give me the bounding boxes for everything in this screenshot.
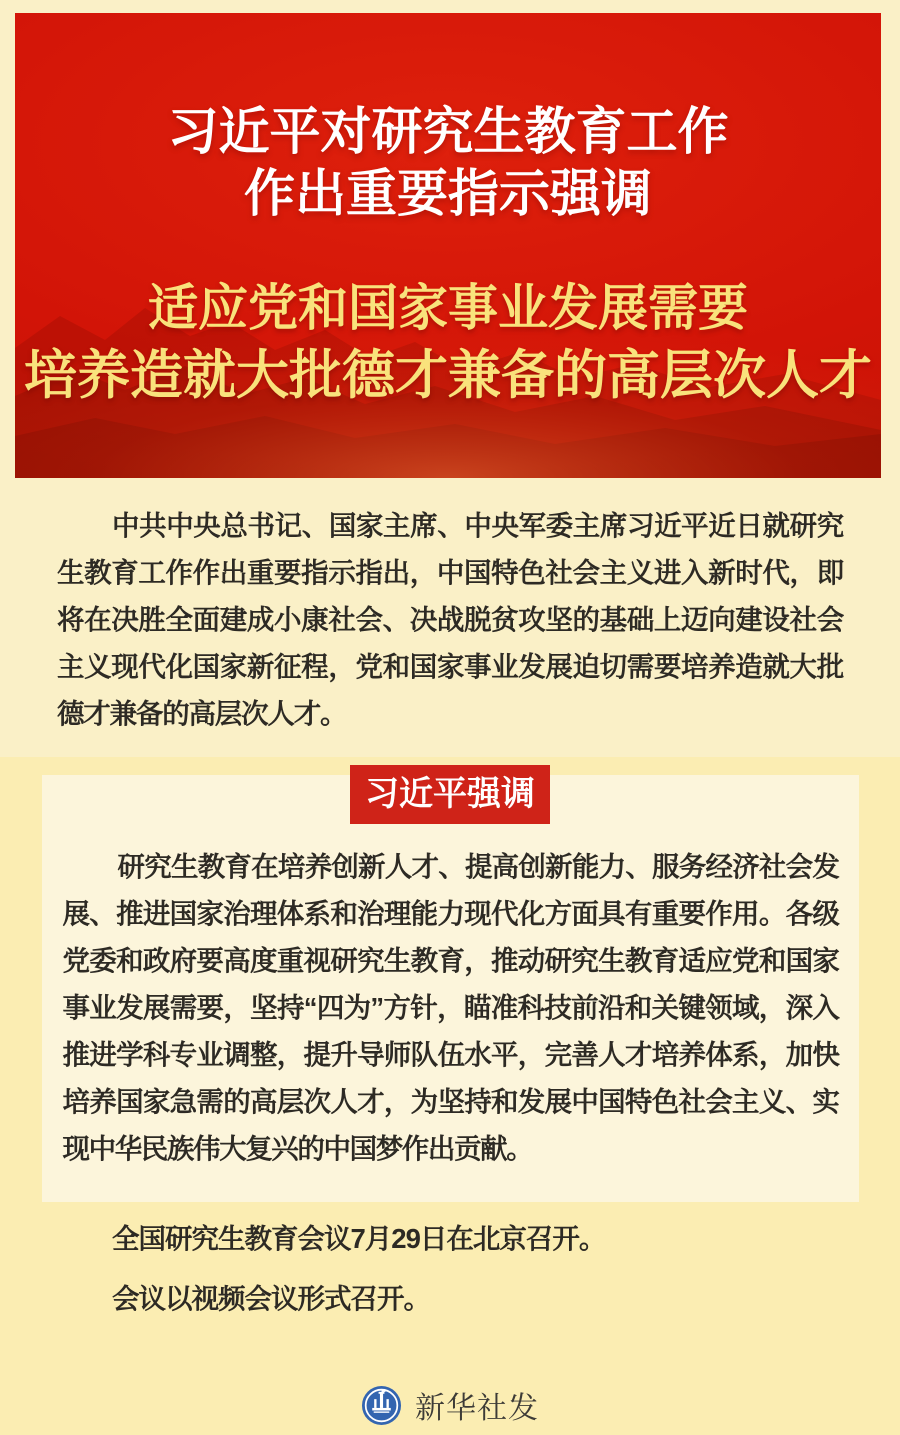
closing-lines (57, 1224, 843, 1314)
intro-paragraph: 中共中央总书记、国家主席、中央军委主席习近平近日就研究生教育工作作出重要指示指出，中国特色社会主义进入新时代，即将在决胜全面建成小康社会、决战脱贫攻坚的基础上迈向建设社会主义现代化国家新征程，党和国家事业发展迫切需要培养造就大批德才兼备的高层次人才。 (57, 510, 843, 729)
main-headline-line-1: 习近平对研究生教育工作 (167, 103, 729, 160)
quote-badge: 习近平强调 (350, 765, 550, 824)
footer-credit-row (0, 1383, 900, 1427)
xinhua-emblem-icon (361, 1385, 402, 1426)
quote-box (42, 775, 859, 1202)
sub-headline-line-2: 培养造就大批德才兼备的高层次人才 (24, 346, 872, 405)
footer-credit-text: 新华社发 (415, 1392, 539, 1425)
closing-line-1: 全国研究生教育会议7月29日在北京召开。 (112, 1223, 606, 1254)
closing-line-2: 会议以视频会议形式召开。 (112, 1283, 430, 1314)
headline-banner (15, 13, 881, 478)
sub-headline-line-1: 适应党和国家事业发展需要 (148, 280, 748, 336)
main-headline-line-2: 作出重要指示强调 (243, 165, 652, 222)
bottom-section (0, 775, 900, 1435)
sub-headline (15, 277, 881, 409)
quote-paragraph: 研究生教育在培养创新人才、提高创新能力、服务经济社会发展、推进国家治理体系和治理能力现代化方面具有重要作用。各级党委和政府要高度重视研究生教育，推动研究生教育适应党和国家事业发展需要，坚持“四为”方针，瞄准科技前沿和关键领域，深入推进学科专业调整，提升导师队伍水平，完善人才培养体系，加快培养国家急需的高层次人才，为坚持和发展中国特色社会主义、实现中华民族伟大复兴的中国梦作出贡献。 (62, 851, 839, 1164)
main-headline (15, 13, 881, 225)
